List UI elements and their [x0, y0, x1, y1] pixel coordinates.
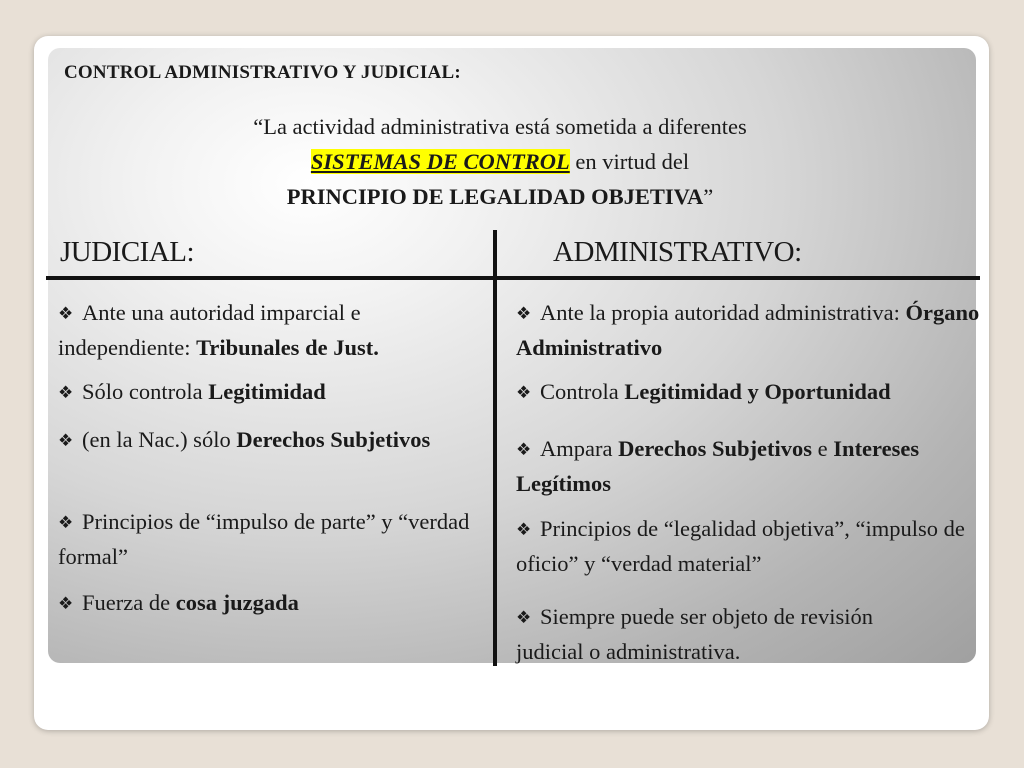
slide-heading: CONTROL ADMINISTRATIVO Y JUDICIAL: [64, 62, 461, 83]
vertical-divider [493, 230, 497, 666]
quote-line-1: “La actividad administrativa está sometida a diferentes [253, 114, 747, 139]
diamond-bullet-icon: ❖ [516, 383, 532, 402]
diamond-bullet-icon: ❖ [58, 383, 74, 402]
quote-line-2-rest: en virtud del [569, 149, 690, 174]
administrativo-column-title: ADMINISTRATIVO: [553, 236, 802, 268]
diamond-bullet-icon: ❖ [58, 513, 74, 532]
administrativo-item-5: ❖ Siempre puede ser objeto de revisión judicial o administrativa. [516, 600, 886, 668]
quote-block [190, 109, 810, 214]
quote-principle: PRINCIPIO DE LEGALIDAD OBJETIVA [286, 184, 704, 209]
administrativo-item-2: ❖ Controla Legitimidad y Oportunidad [516, 375, 991, 410]
diamond-bullet-icon: ❖ [516, 520, 532, 539]
judicial-item-1: ❖ Ante una autoridad imparcial e independiente: Tribunales de Just. [58, 296, 478, 364]
quote-close: ” [703, 184, 714, 209]
quote-highlight: SISTEMAS DE CONTROL [310, 149, 570, 174]
judicial-column-title: JUDICIAL: [60, 236, 195, 268]
administrativo-item-1: ❖ Ante la propia autoridad administrativa: Órgano Administrativo [516, 296, 986, 364]
judicial-item-2: ❖ Sólo controla Legitimidad [58, 375, 478, 410]
diamond-bullet-icon: ❖ [516, 304, 532, 323]
diamond-bullet-icon: ❖ [58, 431, 74, 450]
judicial-item-5: ❖ Fuerza de cosa juzgada [58, 586, 478, 621]
diamond-bullet-icon: ❖ [516, 440, 532, 459]
administrativo-item-3: ❖ Ampara Derechos Subjetivos e Intereses Legítimos [516, 432, 936, 500]
horizontal-divider [46, 276, 980, 280]
quote-line-3 [190, 179, 810, 214]
diamond-bullet-icon: ❖ [58, 304, 74, 323]
diamond-bullet-icon: ❖ [516, 608, 532, 627]
quote-line-2 [190, 144, 810, 179]
diamond-bullet-icon: ❖ [58, 594, 74, 613]
judicial-item-3: ❖ (en la Nac.) sólo Derechos Subjetivos [58, 423, 438, 458]
judicial-item-4: ❖ Principios de “impulso de parte” y “verdad formal” [58, 505, 478, 573]
administrativo-item-4: ❖ Principios de “legalidad objetiva”, “impulso de oficio” y “verdad material” [516, 512, 966, 580]
